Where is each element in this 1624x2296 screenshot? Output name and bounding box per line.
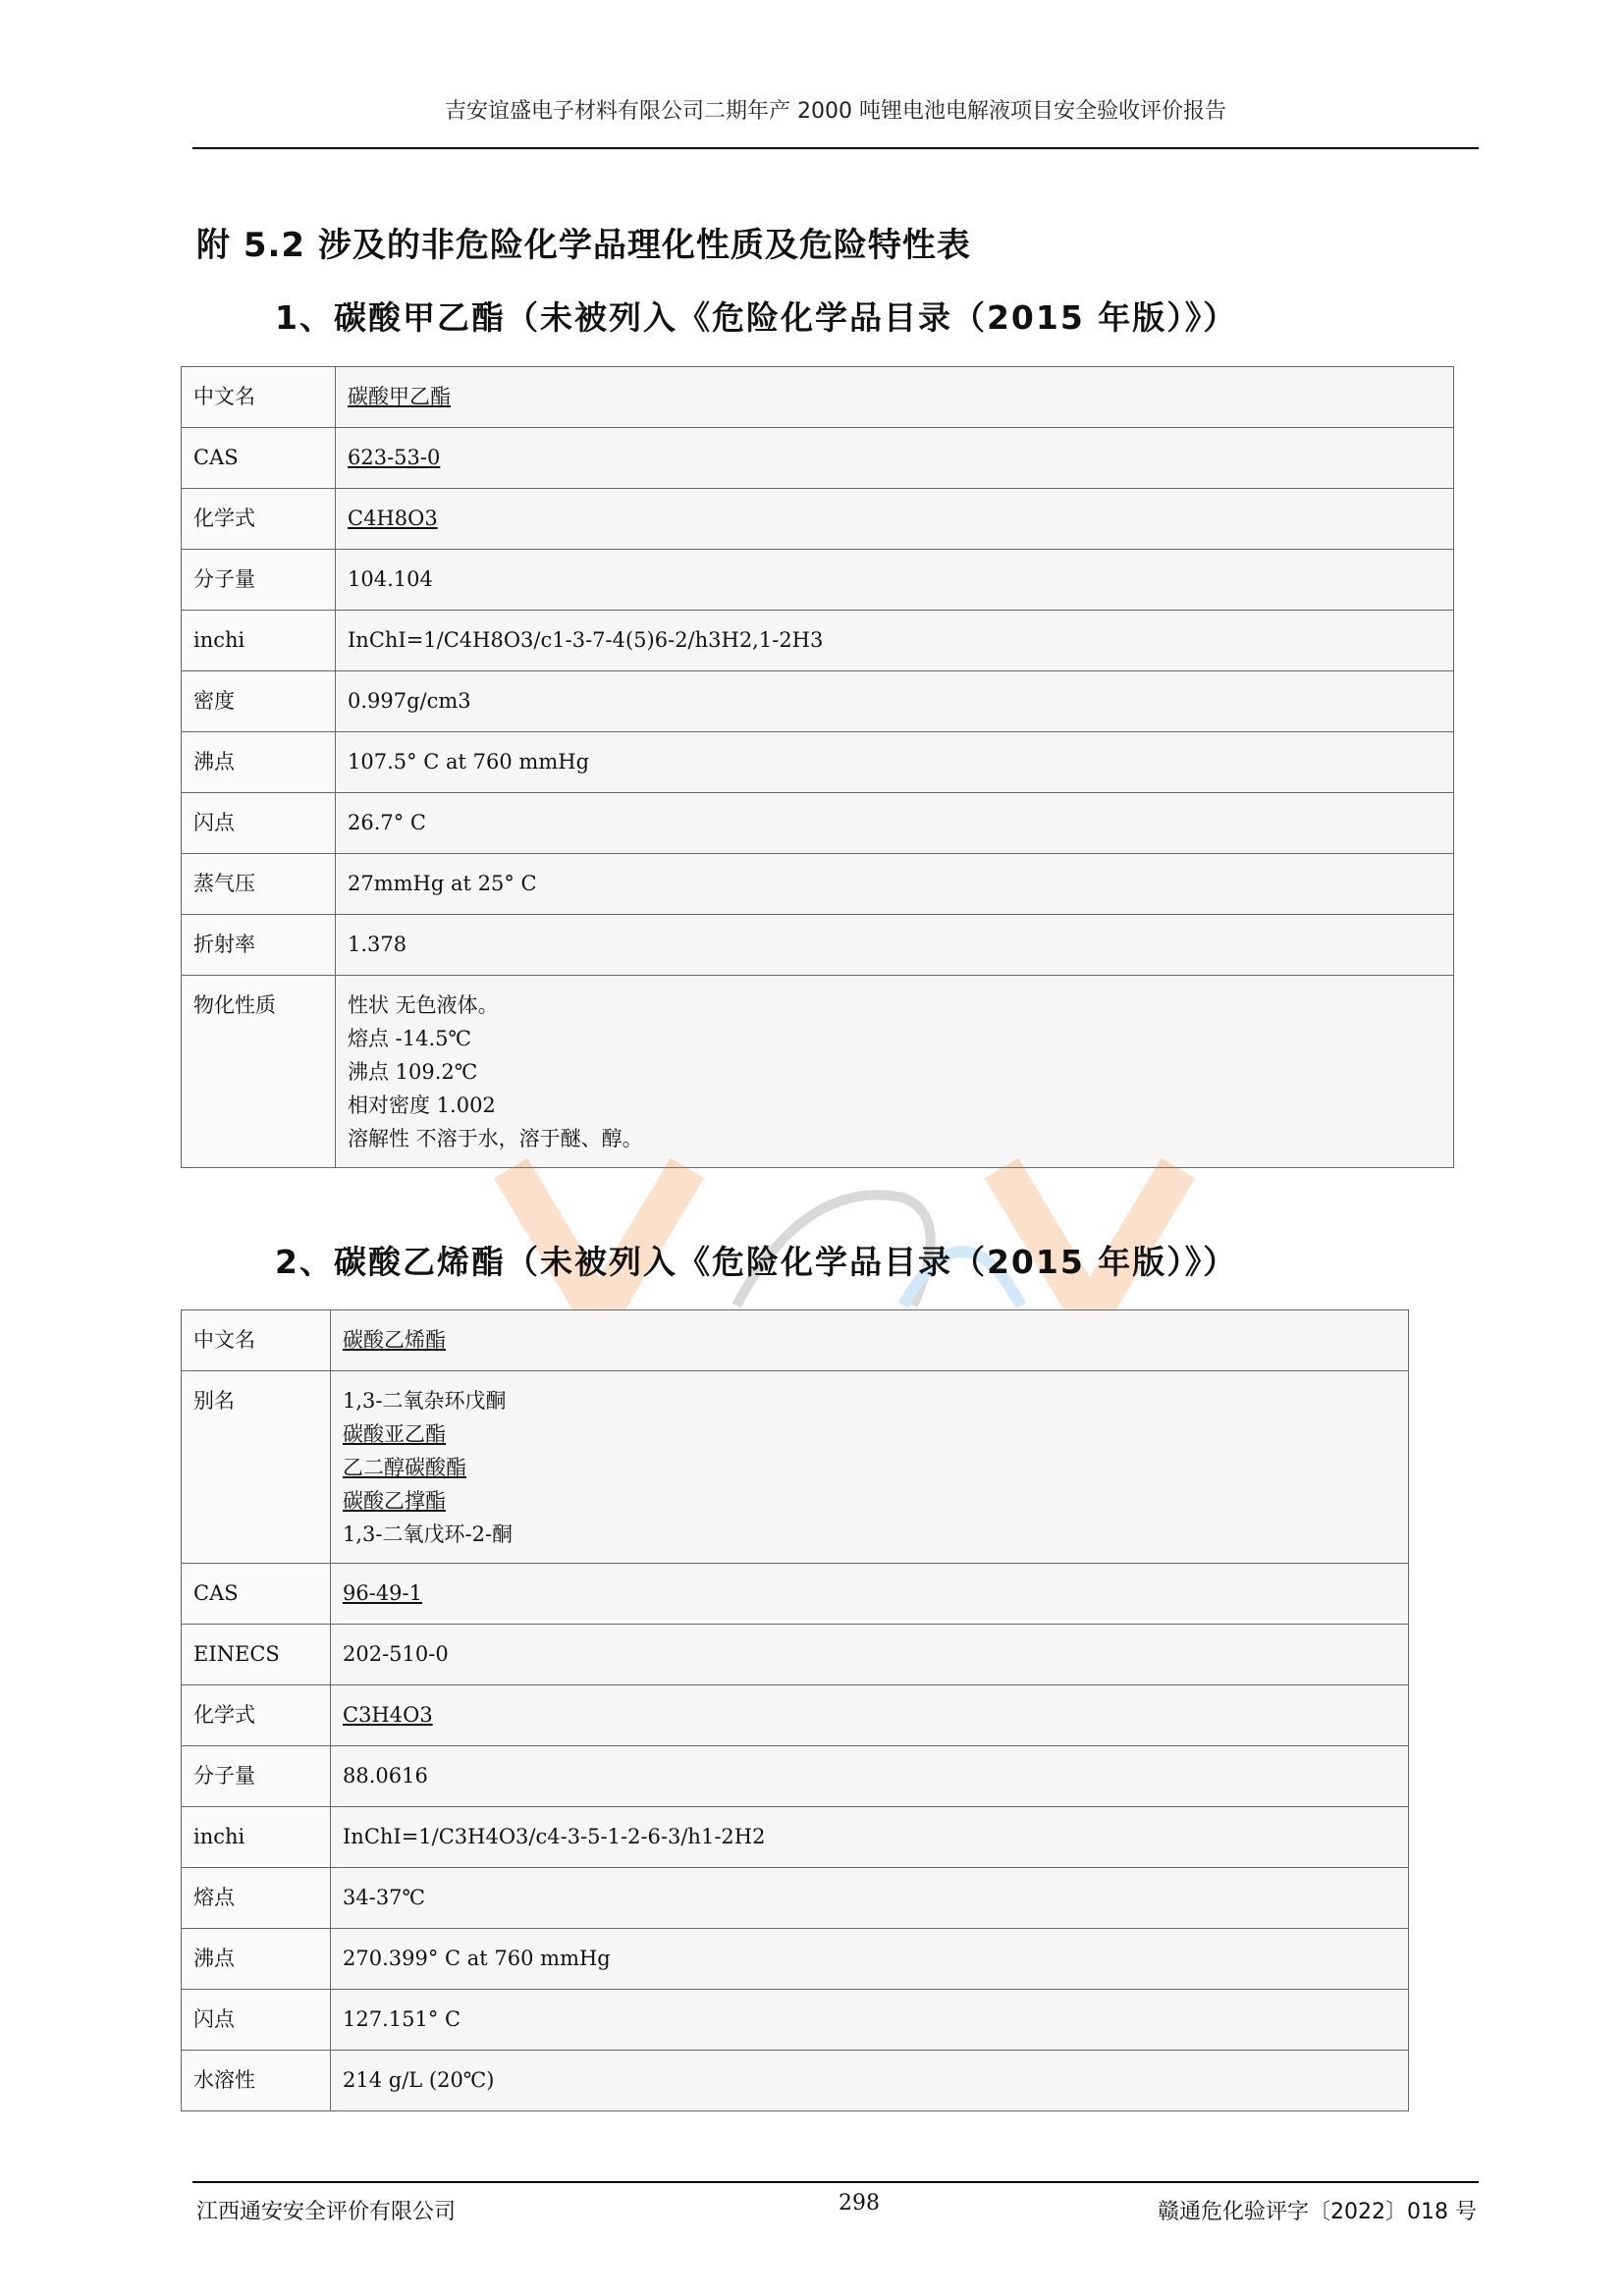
table2 bbox=[181, 1309, 1409, 2111]
row-value: 107.5° C at 760 mmHg bbox=[336, 732, 1454, 793]
row-value[interactable]: C3H4O3 bbox=[331, 1685, 1409, 1746]
row-key: 闪点 bbox=[182, 793, 336, 854]
row-value: 26.7° C bbox=[336, 793, 1454, 854]
table-row bbox=[182, 671, 1454, 732]
row-key: 闪点 bbox=[182, 1990, 331, 2051]
table-row bbox=[182, 611, 1454, 671]
physchem-value bbox=[336, 976, 1454, 1168]
header-divider bbox=[192, 147, 1479, 149]
row-key: 分子量 bbox=[182, 1746, 331, 1807]
row-key: 沸点 bbox=[182, 732, 336, 793]
row-value: 104.104 bbox=[336, 550, 1454, 611]
row-value: 270.399° C at 760 mmHg bbox=[331, 1929, 1409, 1990]
row-value: 27mmHg at 25° C bbox=[336, 854, 1454, 915]
row-value[interactable]: 碳酸乙烯酯 bbox=[331, 1310, 1409, 1371]
alias-value bbox=[331, 1371, 1409, 1564]
physchem-line: 沸点 109.2℃ bbox=[348, 1060, 478, 1084]
row-key: inchi bbox=[182, 1807, 331, 1868]
alias-line[interactable]: 碳酸亚乙酯 bbox=[343, 1422, 446, 1446]
table-row bbox=[182, 489, 1454, 550]
row-value: 34-37℃ bbox=[331, 1868, 1409, 1929]
row-value[interactable]: 96-49-1 bbox=[331, 1564, 1409, 1625]
table-row bbox=[182, 1807, 1409, 1868]
alias-line[interactable]: 乙二醇碳酸酯 bbox=[343, 1456, 466, 1479]
physchem-line: 溶解性 不溶于水，溶于醚、醇。 bbox=[348, 1127, 643, 1150]
row-value[interactable]: 碳酸甲乙酯 bbox=[336, 367, 1454, 428]
row-value: InChI=1/C4H8O3/c1-3-7-4(5)6-2/h3H2,1-2H3 bbox=[336, 611, 1454, 671]
alias-line: 1,3-二氧杂环戊酮 bbox=[343, 1389, 507, 1413]
table-row bbox=[182, 1371, 1409, 1564]
table-row bbox=[182, 1868, 1409, 1929]
row-key: 熔点 bbox=[182, 1868, 331, 1929]
physchem-line: 性状 无色液体。 bbox=[348, 993, 499, 1017]
row-key: 沸点 bbox=[182, 1929, 331, 1990]
table-row bbox=[182, 428, 1454, 489]
table-row bbox=[182, 367, 1454, 428]
table1-title: 1、碳酸甲乙酯（未被列入《危险化学品目录（2015 年版）》） bbox=[275, 298, 1238, 337]
table-row bbox=[182, 1310, 1409, 1371]
row-key: 折射率 bbox=[182, 915, 336, 976]
row-key: 中文名 bbox=[182, 367, 336, 428]
row-key: 蒸气压 bbox=[182, 854, 336, 915]
footer-reference: 赣通危化验评字〔2022〕018 号 bbox=[1158, 2200, 1477, 2224]
row-key: 中文名 bbox=[182, 1310, 331, 1371]
table2-title: 2、碳酸乙烯酯（未被列入《危险化学品目录（2015 年版）》） bbox=[275, 1243, 1238, 1281]
physchem-line: 熔点 -14.5℃ bbox=[348, 1027, 472, 1050]
row-key: 密度 bbox=[182, 671, 336, 732]
row-value: InChI=1/C3H4O3/c4-3-5-1-2-6-3/h1-2H2 bbox=[331, 1807, 1409, 1868]
row-value[interactable]: C4H8O3 bbox=[336, 489, 1454, 550]
row-key: 水溶性 bbox=[182, 2051, 331, 2111]
row-key: CAS bbox=[182, 1564, 331, 1625]
table-row bbox=[182, 976, 1454, 1168]
row-value: 214 g/L (20℃) bbox=[331, 2051, 1409, 2111]
row-value: 88.0616 bbox=[331, 1746, 1409, 1807]
table-row bbox=[182, 1564, 1409, 1625]
physchem-line: 相对密度 1.002 bbox=[348, 1094, 496, 1117]
row-value[interactable]: 623-53-0 bbox=[336, 428, 1454, 489]
page-number: 298 bbox=[839, 2191, 880, 2216]
row-key: 化学式 bbox=[182, 1685, 331, 1746]
row-value: 127.151° C bbox=[331, 1990, 1409, 2051]
table-row bbox=[182, 1685, 1409, 1746]
row-key: EINECS bbox=[182, 1625, 331, 1685]
row-key: inchi bbox=[182, 611, 336, 671]
table1 bbox=[181, 366, 1454, 1168]
row-key: 化学式 bbox=[182, 489, 336, 550]
table-row bbox=[182, 732, 1454, 793]
table-row bbox=[182, 550, 1454, 611]
page-header: 吉安谊盛电子材料有限公司二期年产 2000 吨锂电池电解液项目安全验收评价报告 bbox=[445, 99, 1226, 124]
row-value: 202-510-0 bbox=[331, 1625, 1409, 1685]
footer-company: 江西通安安全评价有限公司 bbox=[196, 2200, 457, 2224]
alias-line: 1,3-二氧戊环-2-酮 bbox=[343, 1522, 514, 1546]
row-key: 分子量 bbox=[182, 550, 336, 611]
table-row bbox=[182, 1929, 1409, 1990]
table-row bbox=[182, 1746, 1409, 1807]
alias-line[interactable]: 碳酸乙撑酯 bbox=[343, 1489, 446, 1513]
section-title: 附 5.2 涉及的非危险化学品理化性质及危险特性表 bbox=[196, 226, 971, 265]
table-row bbox=[182, 2051, 1409, 2111]
row-key: 别名 bbox=[182, 1371, 331, 1564]
table-row bbox=[182, 1625, 1409, 1685]
row-key: CAS bbox=[182, 428, 336, 489]
footer-divider bbox=[192, 2181, 1479, 2183]
row-value: 1.378 bbox=[336, 915, 1454, 976]
row-value: 0.997g/cm3 bbox=[336, 671, 1454, 732]
table-row bbox=[182, 915, 1454, 976]
row-key: 物化性质 bbox=[182, 976, 336, 1168]
table-row bbox=[182, 793, 1454, 854]
table-row bbox=[182, 1990, 1409, 2051]
table-row bbox=[182, 854, 1454, 915]
